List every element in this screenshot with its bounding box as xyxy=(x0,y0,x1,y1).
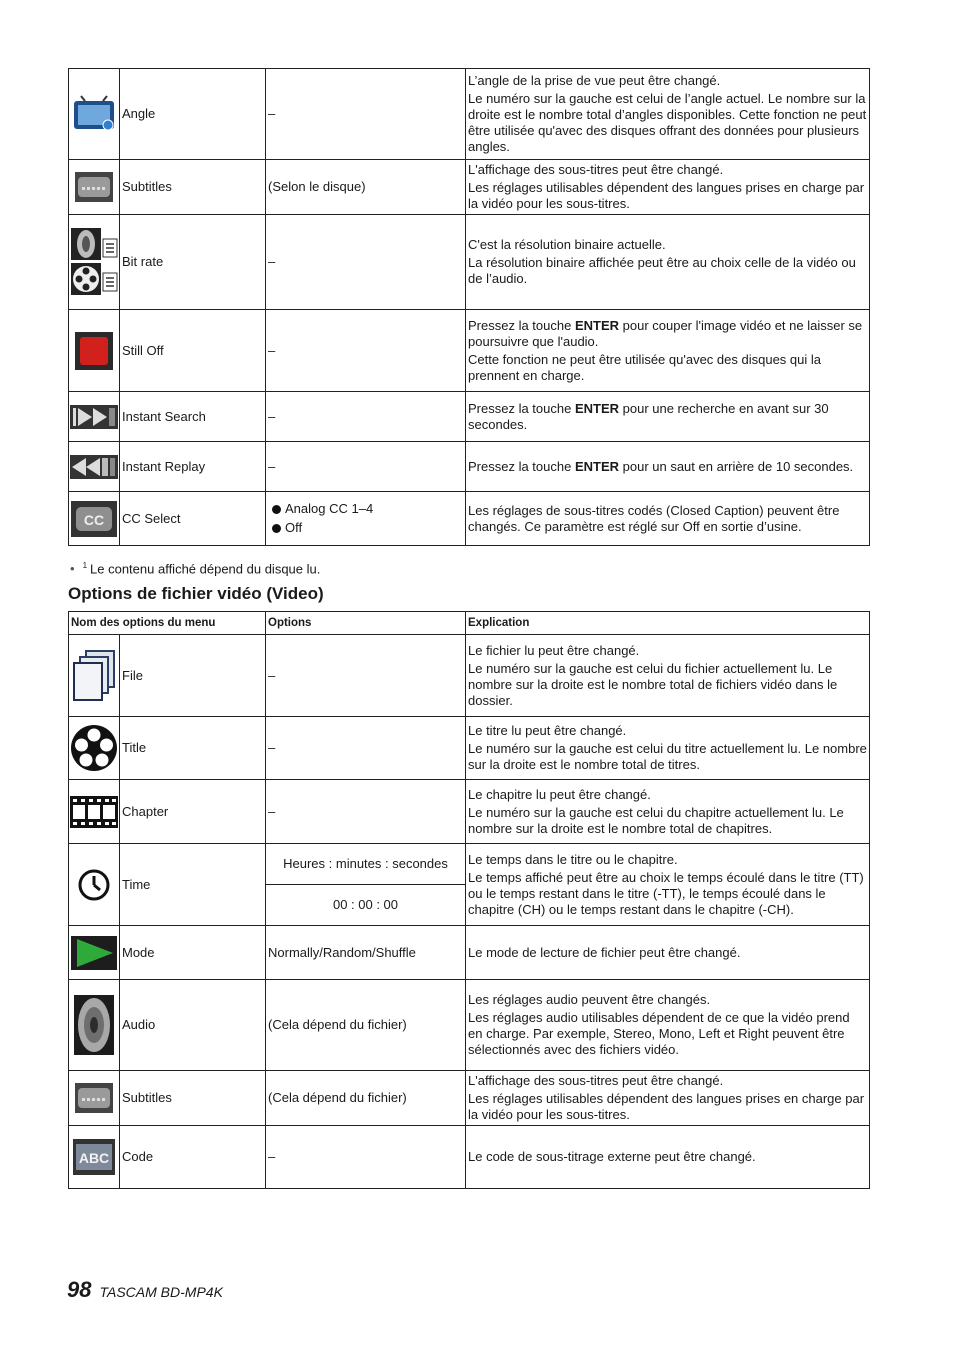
instant-replay-icon xyxy=(70,455,118,479)
row-explanation: Pressez la touche ENTER pour couper l'image vidéo et ne laisser se poursuivre que l'audio. Cette fonction ne peut être utilisée qu'avec des disques qui la prennent en charge. xyxy=(466,310,870,392)
clock-icon xyxy=(77,868,111,902)
header-options: Options xyxy=(266,612,466,635)
row-name: File xyxy=(120,635,266,717)
abc-code-icon xyxy=(73,1139,115,1175)
row-explanation: Les réglages de sous-titres codés (Closed Caption) peuvent être changés. Ce paramètre est réglé sur Off en sortie d’usine. xyxy=(466,492,870,546)
row-option: (Selon le disque) xyxy=(266,160,466,215)
row-option: – xyxy=(266,717,466,780)
row-explanation: L'affichage des sous-titres peut être changé. Les réglages utilisables dépendent des langues prises en charge par la vidéo pour les sous-titres. xyxy=(466,1071,870,1126)
row-option: Normally/Random/Shuffle xyxy=(266,926,466,980)
row-option: – xyxy=(266,780,466,844)
option-item: Analog CC 1–4 xyxy=(272,501,463,517)
row-name: Instant Search xyxy=(120,392,266,442)
row-name: Chapter xyxy=(120,780,266,844)
table-row xyxy=(69,1126,870,1189)
row-name: Instant Replay xyxy=(120,442,266,492)
icon-cell xyxy=(69,717,120,780)
table-row xyxy=(69,492,870,546)
row-name: Time xyxy=(120,844,266,926)
option-value: 00 : 00 : 00 xyxy=(266,884,465,925)
svg-text:CC: CC xyxy=(83,511,105,528)
icon-cell xyxy=(69,1126,120,1189)
icon-cell xyxy=(69,926,120,980)
instant-search-icon xyxy=(70,405,118,429)
play-mode-icon xyxy=(71,936,117,970)
table-row xyxy=(69,1071,870,1126)
row-explanation: Le mode de lecture de fichier peut être changé. xyxy=(466,926,870,980)
icon-cell xyxy=(69,780,120,844)
table-row xyxy=(69,635,870,717)
table-row xyxy=(69,844,870,926)
row-option xyxy=(266,844,466,926)
row-name: Audio xyxy=(120,980,266,1071)
chapter-film-icon xyxy=(70,796,118,828)
table-row xyxy=(69,392,870,442)
table-row xyxy=(69,215,870,310)
angle-icon xyxy=(71,95,117,133)
row-name: Bit rate xyxy=(120,215,266,310)
page-footer xyxy=(67,1277,223,1303)
icon-cell xyxy=(69,392,120,442)
table-playback-options xyxy=(68,68,870,546)
title-reel-icon xyxy=(70,724,118,772)
cc-select-icon xyxy=(71,501,117,537)
still-off-icon xyxy=(74,331,114,371)
row-option: – xyxy=(266,635,466,717)
icon-cell xyxy=(69,492,120,546)
table-row xyxy=(69,442,870,492)
svg-text:ABC: ABC xyxy=(78,1150,110,1166)
row-name: Code xyxy=(120,1126,266,1189)
icon-cell xyxy=(69,635,120,717)
row-explanation: L'affichage des sous-titres peut être changé. Les réglages utilisables dépendent des langues prises en charge par la vidéo pour les sous-titres. xyxy=(466,160,870,215)
icon-cell xyxy=(69,980,120,1071)
subtitles-icon xyxy=(74,171,114,203)
table-row xyxy=(69,310,870,392)
row-name: Title xyxy=(120,717,266,780)
row-option: – xyxy=(266,1126,466,1189)
table-row xyxy=(69,780,870,844)
icon-cell xyxy=(69,442,120,492)
table-row xyxy=(69,69,870,160)
row-name: Subtitles xyxy=(120,160,266,215)
row-name: Still Off xyxy=(120,310,266,392)
table-row xyxy=(69,160,870,215)
footnote: • $^1$ Le contenu affiché dépend du disque lu. xyxy=(70,561,321,577)
row-explanation: Le fichier lu peut être changé. Le numéro sur la gauche est celui du fichier actuellement lu. Le nombre sur la droite est le nombre total de fichiers vidéo dans le dossier. xyxy=(466,635,870,717)
icon-cell xyxy=(69,160,120,215)
icon-cell xyxy=(69,844,120,926)
table-video-file-options xyxy=(68,611,870,1189)
row-explanation: Le titre lu peut être changé. Le numéro sur la gauche est celui du titre actuellement lu. Le nombre sur la droite est le nombre total de titres. xyxy=(466,717,870,780)
row-explanation: Le temps dans le titre ou le chapitre. Le temps affiché peut être au choix le temps écoulé dans le titre (TT) ou le temps restant dans le titre (-TT), le temps écoulé dans le chapitre (CH) ou le temps restant dans le chapitre (-CH). xyxy=(466,844,870,926)
header-menu-option-name: Nom des options du menu xyxy=(69,612,266,635)
table-row xyxy=(69,980,870,1071)
table-row xyxy=(69,717,870,780)
row-name: CC Select xyxy=(120,492,266,546)
row-name: Angle xyxy=(120,69,266,160)
row-option: – xyxy=(266,215,466,310)
icon-cell xyxy=(69,1071,120,1126)
option-format: Heures : minutes : secondes xyxy=(283,856,448,871)
row-option: – xyxy=(266,392,466,442)
row-explanation: L’angle de la prise de vue peut être changé. Le numéro sur la gauche est celui de l’angle actuel. Le nombre sur la droite est le nombre total d’angles disponibles. Cette fonction ne peut être utilisée qu'avec des disques offrant des données pour plusieurs angles. xyxy=(466,69,870,160)
row-option: – xyxy=(266,69,466,160)
bitrate-icon xyxy=(70,227,118,297)
option-item: Off xyxy=(272,520,463,536)
row-option: (Cela dépend du fichier) xyxy=(266,980,466,1071)
row-explanation: Le chapitre lu peut être changé. Le numéro sur la gauche est celui du chapitre actuellement lu. Le nombre sur la droite est le nombre total de chapitres. xyxy=(466,780,870,844)
row-explanation: Le code de sous-titrage externe peut être changé. xyxy=(466,1126,870,1189)
row-explanation: Pressez la touche ENTER pour un saut en arrière de 10 secondes. xyxy=(466,442,870,492)
icon-cell xyxy=(69,215,120,310)
row-name: Subtitles xyxy=(120,1071,266,1126)
table-row xyxy=(69,926,870,980)
speaker-icon xyxy=(74,995,114,1055)
row-option: (Cela dépend du fichier) xyxy=(266,1071,466,1126)
file-icon xyxy=(72,650,116,702)
row-name: Mode xyxy=(120,926,266,980)
icon-cell xyxy=(69,310,120,392)
row-option xyxy=(266,492,466,546)
row-option: – xyxy=(266,442,466,492)
icon-cell xyxy=(69,69,120,160)
product-name: TASCAM BD-MP4K xyxy=(99,1284,223,1300)
section-title: Options de fichier vidéo (Video) xyxy=(68,584,324,603)
subtitles-icon xyxy=(74,1082,114,1114)
row-option: – xyxy=(266,310,466,392)
row-explanation: C'est la résolution binaire actuelle. La résolution binaire affichée peut être au choix celle de la vidéo ou de l’audio. xyxy=(466,215,870,310)
page-number: 98 xyxy=(67,1277,92,1302)
header-explanation: Explication xyxy=(466,612,870,635)
table-header-row xyxy=(69,612,870,635)
row-explanation: Pressez la touche ENTER pour une recherche en avant sur 30 secondes. xyxy=(466,392,870,442)
row-explanation: Les réglages audio peuvent être changés. Les réglages audio utilisables dépendent de ce que la vidéo prend en charge. Par exemple, Stereo, Mono, Left et Right peuvent être sélectionnés avec des fichiers vidéo. xyxy=(466,980,870,1071)
